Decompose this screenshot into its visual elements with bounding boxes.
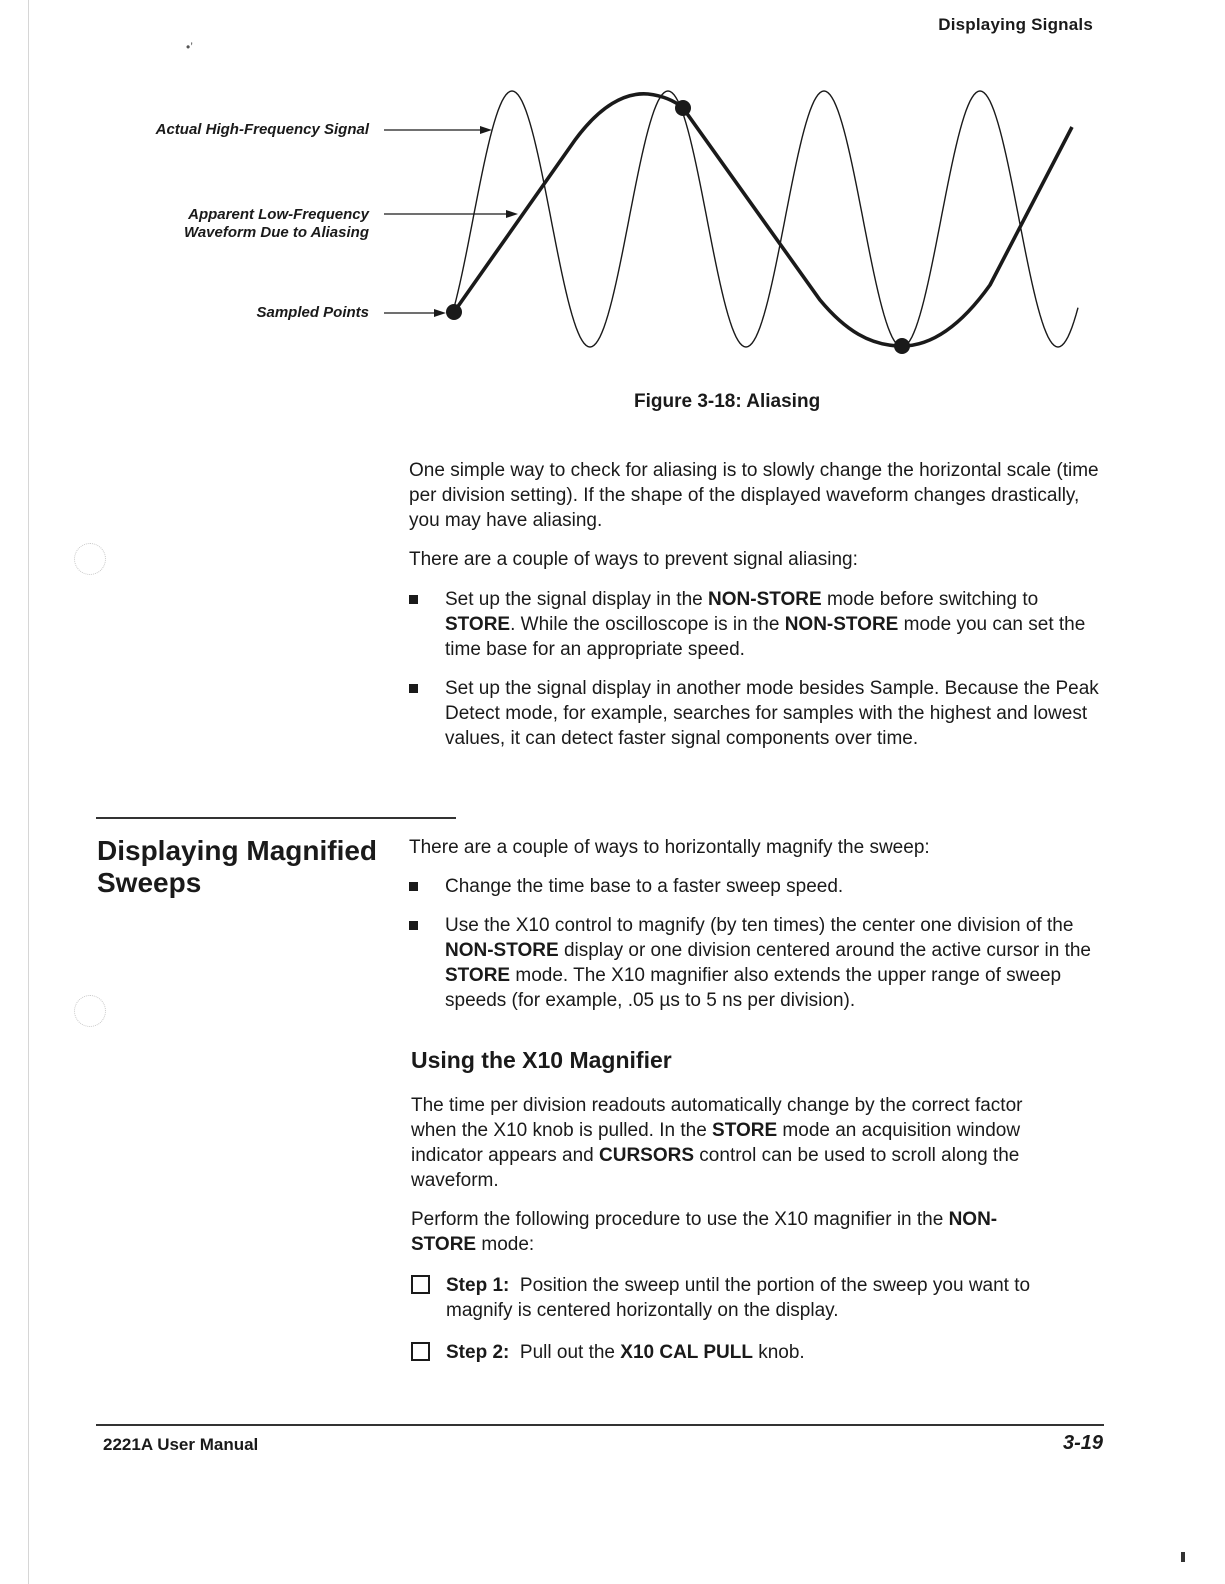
low-frequency-aliased-waveform: [454, 94, 1072, 346]
section-intro: There are a couple of ways to horizontally magnify the sweep:: [409, 837, 930, 858]
arrow-sampled-points: [384, 309, 446, 317]
section-heading: Displaying Magnified Sweeps: [97, 835, 378, 898]
sampled-point-1: [446, 304, 462, 320]
figure-caption: Figure 3-18: Aliasing: [634, 391, 821, 412]
sampled-point-2: [675, 100, 691, 116]
footer-manual-title: 2221A User Manual: [103, 1435, 259, 1454]
magnify-bullet-1: Change the time base to a faster sweep speed.: [409, 874, 1099, 899]
bullet-square: [409, 921, 418, 930]
step-2-label: Step 2:: [446, 1342, 510, 1363]
step-1-label: Step 1:: [446, 1275, 510, 1296]
high-frequency-signal: [452, 91, 1078, 347]
aliasing-figure: [0, 0, 1225, 370]
subsection-heading: Using the X10 Magnifier: [411, 1047, 672, 1073]
prevent-bullet-1: Set up the signal display in the NON-STORE mode before switching to STORE. While the oscilloscope is in the NON-STORE mode you can set the time base for an appropriate speed.: [409, 587, 1099, 662]
step-2-checkbox[interactable]: [411, 1342, 430, 1361]
step-2: Step 2: Pull out the X10 CAL PULL knob.: [411, 1340, 1101, 1365]
intro-paragraph-2: There are a couple of ways to prevent signal aliasing:: [409, 549, 858, 570]
bullet-square: [409, 882, 418, 891]
label-apparent-line1: Apparent Low-Frequency: [188, 206, 369, 223]
label-apparent-line2: Waveform Due to Aliasing: [183, 224, 369, 241]
intro-paragraph-1: One simple way to check for aliasing is to slowly change the horizontal scale (time per division setting). If the shape of the displayed waveform changes drastically, you may have aliasing.: [409, 460, 1099, 531]
step-1: Step 1: Position the sweep until the portion of the sweep you want to magnify is centered horizontally on the display.: [411, 1273, 1101, 1323]
section-rule: [96, 817, 456, 819]
x10-paragraph-1: The time per division readouts automatically change by the correct factor when the X10 knob is pulled. In the STORE mode an acquisition window indicator appears and CURSORS control can be used to scroll along the waveform.: [411, 1095, 1023, 1191]
label-actual-signal: Actual High-Frequency Signal: [155, 121, 369, 138]
label-sampled-points: Sampled Points: [256, 304, 369, 321]
label-apparent-waveform: [184, 206, 369, 242]
arrow-actual-signal: [384, 126, 492, 134]
arrow-apparent-waveform: [384, 210, 518, 218]
binder-hole-2: [74, 995, 106, 1027]
binder-hole-1: [74, 543, 106, 575]
prevent-bullet-2: Set up the signal display in another mode besides Sample. Because the Peak Detect mode, for example, searches for samples with the highest and lowest values, it can detect faster signal components over time.: [409, 676, 1099, 751]
footer-page-number: 3-19: [1062, 1432, 1103, 1454]
step-1-checkbox[interactable]: [411, 1275, 430, 1294]
x10-paragraph-2: Perform the following procedure to use the X10 magnifier in the NON-STORE mode:: [411, 1209, 998, 1255]
bullet-square: [409, 684, 418, 693]
footer-rule: [96, 1424, 1104, 1426]
bullet-square: [409, 595, 418, 604]
running-header: Displaying Signals: [938, 15, 1093, 34]
stray-mark: •’: [186, 40, 193, 54]
sampled-point-3: [894, 338, 910, 354]
magnify-bullet-2: Use the X10 control to magnify (by ten times) the center one division of the NON-STORE display or one division centered around the active cursor in the STORE mode. The X10 magnifier also extends the upper range of sweep speeds (for example, .05 µs to 5 ns per division).: [409, 913, 1099, 1013]
scan-mark: [1181, 1552, 1185, 1562]
